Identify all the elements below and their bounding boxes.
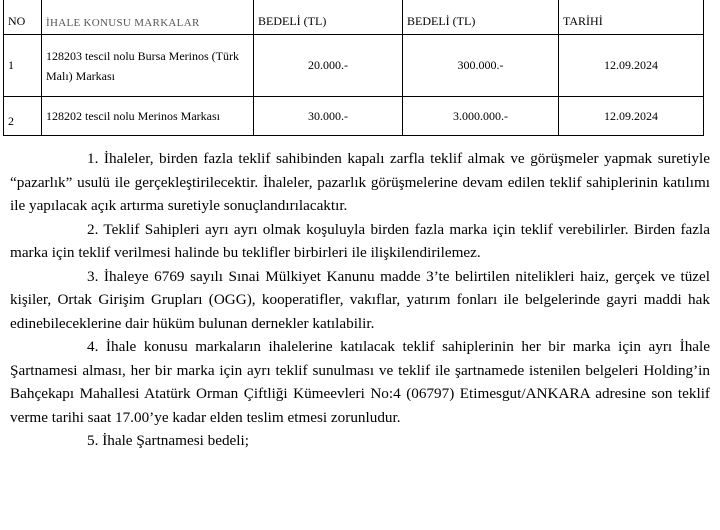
- row-min-bid: 300.000.-: [403, 35, 559, 97]
- row-spec-fee: 20.000.-: [254, 35, 403, 97]
- header-spec-fee: BEDELİ (TL): [254, 0, 403, 35]
- row-no: 2: [4, 97, 42, 136]
- row-trademark: 128203 tescil nolu Bursa Merinos (Türk Malı) Markası: [42, 35, 254, 97]
- paragraph-3: 3. İhaleye 6769 sayılı Sınai Mülkiyet Kanunu madde 3’te belirtilen nitelikleri haiz, gerçek ve tüzel kişiler, Ortak Girişim Grupları (OGG), kooperatifler, vakıflar, yatırım fonları ile belgelerinde gayri maddi hak edinebileceklerine dair hüküm bulunan dernekler katılabilir.: [10, 267, 710, 332]
- paragraph-4: 4. İhale konusu markaların ihalelerine katılacak teklif sahiplerinin her bir marka için ayrı İhale Şartnamesi alması, her bir marka için ayrı teklif sunulması ve teklif ile şartnamede istenilen belgeleri Holding’in Bahçekapı Mahallesi Atatürk Orman Çiftliği Kümeevleri No:4 (06797) Etimesgut/ANKARA adresine son teklif verme tarihi saat 17.00’ye kadar elden teslim etmesi zorunludur.: [10, 338, 710, 426]
- auction-table: [3, 0, 704, 136]
- paragraph-1: 1. İhaleler, birden fazla teklif sahibinden kapalı zarfla teklif almak ve görüşmeler yapmak suretiyle “pazarlık” usulü ile gerçekleştirilecektir. İhaleler, pazarlık görüşmelerine devam edilen teklif sahiplerinin katılımı ile yapılacak açık artırma suretiyle sonuçlandırılacaktır.: [10, 150, 710, 214]
- table-row: [4, 97, 704, 136]
- header-trademarks: İHALE KONUSU MARKALAR: [42, 0, 254, 35]
- terms-text: [10, 147, 710, 453]
- row-trademark: 128202 tescil nolu Merinos Markası: [42, 97, 254, 136]
- row-date: 12.09.2024: [559, 97, 704, 136]
- header-min-bid: BEDELİ (TL): [403, 0, 559, 35]
- table-header-row: [4, 0, 704, 35]
- header-no: NO: [4, 0, 42, 35]
- row-no: 1: [4, 35, 42, 97]
- paragraph-5: 5. İhale Şartnamesi bedeli;: [87, 432, 249, 449]
- paragraph-2: 2. Teklif Sahipleri ayrı ayrı olmak koşuluyla birden fazla marka için teklif verebilirler. Birden fazla marka için teklif verilmesi halinde bu teklifler birbirleri ile ilişkilendirilemez.: [10, 220, 710, 261]
- row-spec-fee: 30.000.-: [254, 97, 403, 136]
- row-min-bid: 3.000.000.-: [403, 97, 559, 136]
- row-date: 12.09.2024: [559, 35, 704, 97]
- table-row: [4, 35, 704, 97]
- header-date: TARİHİ: [559, 0, 704, 35]
